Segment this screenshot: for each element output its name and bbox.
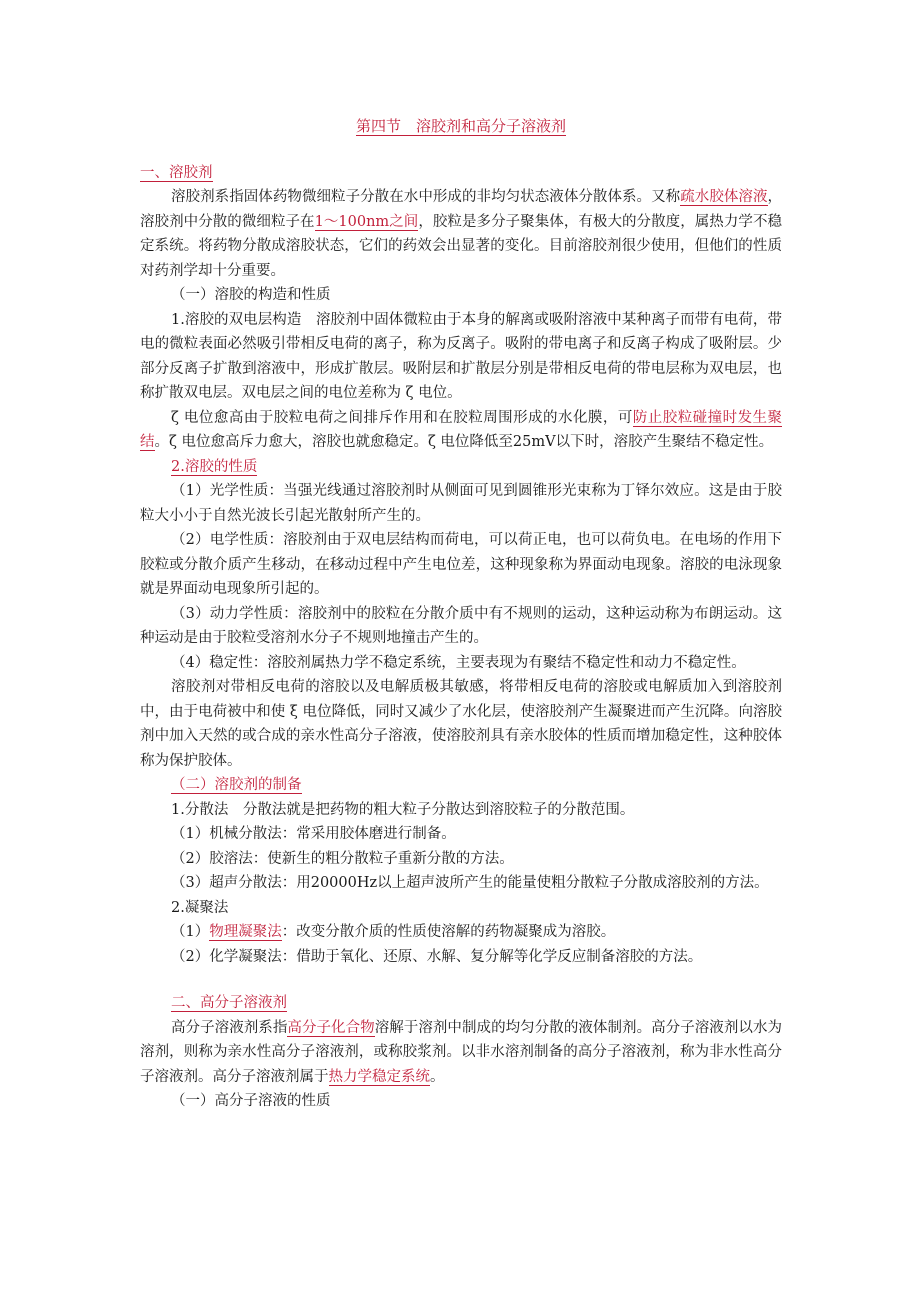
paragraph-dispersion: 1.分散法 分散法就是把药物的粗大粒子分散达到溶胶粒子的分散范围。	[171, 801, 635, 818]
paragraph-mechanical: （1）机械分散法：常采用胶体磨进行制备。	[171, 826, 456, 842]
paragraph-double-layer: 1.溶胶的双电层构造 溶胶剂中固体微粒由于本身的解离或吸附溶液中某种离子而带有电荷，带电的微粒表面必然吸引带相反电荷的离子，称为反离子。吸附的带电离子和反离子构成了吸附层。少部分反离子扩散到溶液中，形成扩散层。吸附层和扩散层分别是带相反电荷的带电层称为双电层，也称扩散双电层。双电层之间的电位差称为 ζ 电位。	[140, 311, 782, 401]
paragraph-peptization: （2）胶溶法：使新生的粗分散粒子重新分散的方法。	[171, 850, 514, 867]
heading-sols: 一、溶胶剂	[140, 164, 213, 181]
link-thermodynamic-stable[interactable]: 热力学稳定系统	[328, 1068, 430, 1085]
link-polymer-compound[interactable]: 高分子化合物	[287, 1019, 375, 1036]
paragraph-stability: （4）稳定性：溶胶剂属热力学不稳定系统，主要表现为有聚结不稳定性和动力不稳定性。	[171, 654, 746, 671]
link-particle-size[interactable]: 1～100nm之间	[314, 213, 419, 230]
subheading-polymer-properties: （一）高分子溶液的性质	[171, 1093, 331, 1109]
paragraph-physical-condensation: （1）物理凝聚法：改变分散介质的性质使溶解的药物凝聚成为溶胶。	[171, 924, 616, 940]
spacer	[140, 969, 782, 991]
paragraph-condensation: 2.凝聚法	[171, 899, 229, 916]
heading-preparation: （二）溶胶剂的制备	[171, 777, 302, 793]
paragraph-optical: （1）光学性质：当强光线通过溶胶剂时从侧面可见到圆锥形光束称为丁铎尔效应。这是由于胶粒大小小于自然光波长引起光散射所产生的。	[140, 483, 782, 524]
link-hydrophobic-colloid[interactable]: 疏水胶体溶液	[680, 189, 768, 205]
heading-polymer-solutions: 二、高分子溶液剂	[171, 995, 287, 1011]
paragraph-kinetic: （3）动力学性质：溶胶剂中的胶粒在分散介质中有不规则的运动，这种运动称为布朗运动。这种运动是由于胶粒受溶剂水分子不规则地撞击产生的。	[140, 605, 782, 646]
heading-sol-properties: 2.溶胶的性质	[171, 458, 258, 475]
paragraph-chemical-condensation: （2）化学凝聚法：借助于氧化、还原、水解、复分解等化学反应制备溶胶的方法。	[171, 948, 703, 965]
paragraph-sol-definition: 溶胶剂系指固体药物微细粒子分散在水中形成的非均匀状态液体分散体系。又称疏水胶体溶液，溶胶剂中分散的微细粒子在1～100nm之间，胶粒是多分子聚集体，有极大的分散度，属热力学不稳定系统。将药物分散成溶胶状态，它们的药效会出显著的变化。目前溶胶剂很少使用，但他们的性质对药剂学却十分重要。	[140, 189, 783, 279]
link-prevent-aggregation[interactable]: 防止胶粒碰撞时发生聚结	[140, 409, 782, 450]
link-physical-condensation[interactable]: 物理凝聚法	[209, 924, 282, 940]
paragraph-zeta: ζ 电位愈高由于胶粒电荷之间排斥作用和在胶粒周围形成的水化膜，可防止胶粒碰撞时发生聚结。ζ 电位愈高斥力愈大，溶胶也就愈稳定。ζ 电位降低至25mV以下时，溶胶产生聚结不稳定性。	[140, 409, 782, 450]
paragraph-ultrasonic: （3）超声分散法：用20000Hz以上超声波所产生的能量使粗分散粒子分散成溶胶剂的方法。	[171, 875, 769, 891]
paragraph-polymer-definition: 高分子溶液剂系指高分子化合物溶解于溶剂中制成的均匀分散的液体制剂。高分子溶液剂以水为溶剂，则称为亲水性高分子溶液剂，或称胶浆剂。以非水溶剂制备的高分子溶液剂，称为非水性高分子溶液剂。高分子溶液剂属于热力学稳定系统。	[140, 1019, 783, 1085]
section-title-text: 第四节 溶胶剂和高分子溶液剂	[355, 117, 566, 135]
paragraph-electrical: （2）电学性质：溶胶剂由于双电层结构而荷电，可以荷正电，也可以荷负电。在电场的作用下胶粒或分散介质产生移动，在移动过程中产生电位差，这种现象称为界面动电现象。溶胶的电泳现象就是界面动电现象所引起的。	[140, 532, 782, 597]
subheading-structure: （一）溶胶的构造和性质	[171, 287, 331, 303]
document-page	[140, 108, 782, 1114]
section-title	[140, 114, 782, 139]
paragraph-protective-colloid: 溶胶剂对带相反电荷的溶胶以及电解质极其敏感，将带相反电荷的溶胶或电解质加入到溶胶剂中，由于电荷被中和使 ξ 电位降低，同时又减少了水化层，使溶胶剂产生凝聚进而产生沉降。向溶胶剂中加入天然的或合成的亲水性高分子溶液，使溶胶剂具有亲水胶体的性质而增加稳定性，这种胶体称为保护胶体。	[140, 679, 782, 769]
